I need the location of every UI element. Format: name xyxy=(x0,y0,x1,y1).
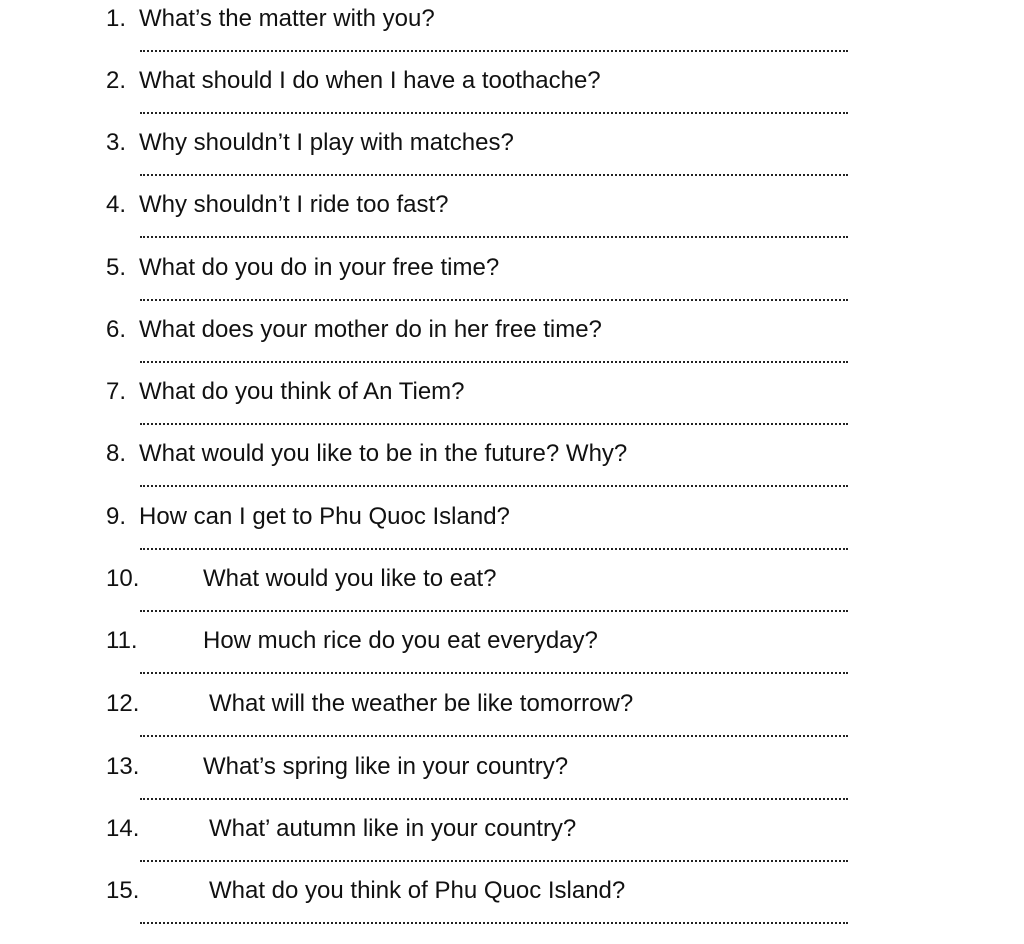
answer-line[interactable] xyxy=(140,548,848,550)
question-number: 4. xyxy=(106,191,127,218)
question-item xyxy=(0,186,1024,248)
question-text: What’ autumn like in your country? xyxy=(209,815,577,842)
question-text: What’s spring like in your country? xyxy=(203,753,569,780)
question-item xyxy=(0,373,1024,435)
answer-line[interactable] xyxy=(140,922,848,924)
answer-line[interactable] xyxy=(140,860,848,862)
question-text: Why shouldn’t I play with matches? xyxy=(139,129,514,156)
question-item xyxy=(0,810,1024,872)
answer-line[interactable] xyxy=(140,174,848,176)
answer-line[interactable] xyxy=(140,112,848,114)
question-text: Why shouldn’t I ride too fast? xyxy=(139,191,449,218)
question-item xyxy=(0,622,1024,684)
question-item xyxy=(0,435,1024,497)
question-text: What does your mother do in her free time? xyxy=(139,316,602,343)
question-number: 15. xyxy=(106,877,140,904)
question-item xyxy=(0,62,1024,124)
answer-line[interactable] xyxy=(140,361,848,363)
question-text: What do you do in your free time? xyxy=(139,254,500,281)
question-text: What’s the matter with you? xyxy=(139,5,435,32)
answer-line[interactable] xyxy=(140,672,848,674)
answer-line[interactable] xyxy=(140,610,848,612)
question-number: 2. xyxy=(106,67,127,94)
question-number: 14. xyxy=(106,815,140,842)
question-item xyxy=(0,124,1024,186)
question-text: How can I get to Phu Quoc Island? xyxy=(139,503,510,530)
question-number: 5. xyxy=(106,254,127,281)
question-number: 1. xyxy=(106,5,127,32)
question-item xyxy=(0,560,1024,622)
question-item xyxy=(0,685,1024,747)
question-text: What do you think of Phu Quoc Island? xyxy=(209,877,626,904)
question-number: 7. xyxy=(106,378,127,405)
answer-line[interactable] xyxy=(140,236,848,238)
question-number: 8. xyxy=(106,440,127,467)
question-text: What would you like to eat? xyxy=(203,565,497,592)
question-item xyxy=(0,0,1024,62)
question-text: What should I do when I have a toothache? xyxy=(139,67,601,94)
question-number: 9. xyxy=(106,503,127,530)
question-text: How much rice do you eat everyday? xyxy=(203,627,598,654)
answer-line[interactable] xyxy=(140,50,848,52)
answer-line[interactable] xyxy=(140,735,848,737)
answer-line[interactable] xyxy=(140,423,848,425)
question-item xyxy=(0,872,1024,934)
question-text: What will the weather be like tomorrow? xyxy=(209,690,634,717)
question-number: 6. xyxy=(106,316,127,343)
answer-line[interactable] xyxy=(140,485,848,487)
question-text: What would you like to be in the future? Why? xyxy=(139,440,628,467)
question-item xyxy=(0,249,1024,311)
question-item xyxy=(0,748,1024,810)
question-number: 11. xyxy=(106,627,138,654)
answer-line[interactable] xyxy=(140,299,848,301)
question-number: 13. xyxy=(106,753,140,780)
answer-line[interactable] xyxy=(140,798,848,800)
question-number: 10. xyxy=(106,565,140,592)
question-number: 3. xyxy=(106,129,127,156)
question-number: 12. xyxy=(106,690,140,717)
question-text: What do you think of An Tiem? xyxy=(139,378,465,405)
question-item xyxy=(0,498,1024,560)
question-item xyxy=(0,311,1024,373)
